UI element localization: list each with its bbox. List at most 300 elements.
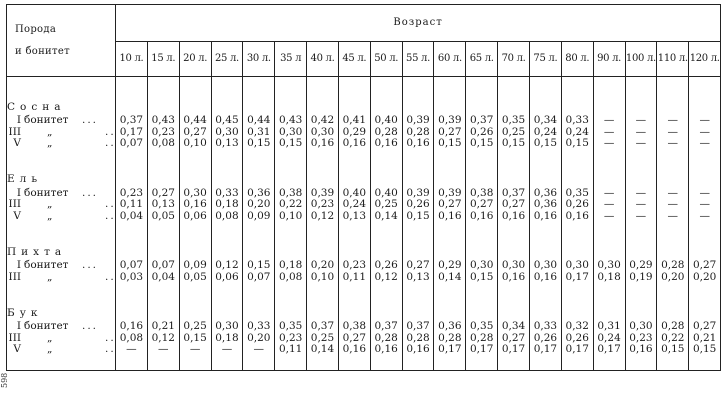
value: 0,24	[597, 331, 621, 344]
empty-cell	[657, 87, 689, 115]
value: 0,16	[310, 137, 335, 149]
empty-cell	[625, 232, 657, 260]
value: —	[667, 209, 679, 222]
empty-cell	[370, 87, 402, 115]
spacer-cell	[402, 77, 434, 88]
spacer-cell	[307, 150, 339, 160]
spacer-cell	[561, 150, 593, 160]
value: 0,15	[278, 137, 303, 149]
value: 0,27	[470, 198, 494, 210]
value-cell	[625, 321, 657, 356]
value-cell	[561, 321, 593, 356]
value: 0,12	[151, 331, 175, 344]
value: 0,07	[119, 137, 144, 149]
value: —	[635, 198, 647, 210]
value: 0,43	[278, 114, 303, 126]
value: 0,07	[119, 259, 144, 271]
spacer-cell	[211, 150, 243, 160]
spacer-cell	[466, 283, 498, 293]
value-cell	[498, 188, 530, 223]
spacer-cell	[657, 283, 689, 293]
empty-cell	[434, 160, 466, 188]
value: 0,31	[597, 320, 621, 332]
age-header: 35 л	[275, 42, 307, 77]
value-cell	[402, 321, 434, 356]
value: 0,25	[501, 125, 526, 138]
value-cell	[147, 115, 179, 150]
grade-number: I	[16, 114, 21, 126]
spacer-cell	[529, 150, 561, 160]
value-cell	[402, 188, 434, 223]
empty-cell	[116, 87, 148, 115]
value: 0,26	[533, 331, 558, 344]
spacer-cell	[307, 222, 339, 232]
value: —	[699, 114, 710, 126]
empty-cell	[338, 87, 370, 115]
spacer-cell	[211, 77, 243, 88]
age-header: 15 л.	[147, 42, 179, 77]
value: 0,17	[438, 343, 462, 355]
value: 0,33	[215, 186, 239, 199]
value: 0,43	[151, 114, 175, 126]
value: —	[667, 137, 679, 149]
spacer-cell	[7, 283, 116, 293]
grade-number: I	[16, 259, 21, 271]
closing-cell	[179, 366, 211, 371]
spacer-cell	[498, 150, 530, 160]
spacer-cell	[561, 222, 593, 232]
value-cell	[147, 260, 179, 283]
empty-cell	[402, 160, 434, 188]
spacer-cell	[116, 356, 148, 366]
grade-number: III	[8, 198, 21, 210]
value-cell	[529, 188, 561, 223]
value: 0,20	[247, 198, 271, 210]
value: 0,35	[565, 186, 589, 199]
grade-label	[7, 272, 115, 284]
value: 0,16	[629, 343, 653, 355]
value-cell	[147, 188, 179, 223]
value: —	[699, 186, 710, 199]
value-cell	[529, 115, 561, 150]
age-header: 65 л.	[466, 42, 498, 77]
closing-cell	[7, 366, 116, 371]
value: 0,15	[183, 331, 207, 344]
value: —	[699, 125, 710, 138]
spacer-cell	[498, 356, 530, 366]
value: 0,15	[247, 137, 271, 149]
spacer-cell	[625, 150, 657, 160]
species-name: Сосна	[7, 87, 116, 115]
grade-dots: ..	[105, 137, 116, 149]
value: 0,27	[692, 320, 717, 332]
spacer-cell	[402, 150, 434, 160]
value: 0,15	[247, 259, 271, 271]
value-cell	[625, 115, 657, 150]
value: 0,38	[278, 186, 303, 199]
grade-block	[7, 321, 721, 356]
value: —	[221, 343, 233, 355]
value: —	[635, 114, 647, 126]
table-header	[7, 5, 721, 77]
species-grade-header	[7, 5, 116, 77]
value: 0,16	[374, 343, 398, 355]
spacer-cell	[307, 356, 339, 366]
age-header: 40 л.	[307, 42, 339, 77]
age-header: 10 л.	[116, 42, 148, 77]
empty-cell	[243, 160, 275, 188]
value: 0,12	[310, 209, 335, 222]
empty-cell	[307, 232, 339, 260]
empty-cell	[466, 87, 498, 115]
value: 0,16	[501, 270, 526, 283]
value: 0,16	[406, 137, 430, 149]
value-cell	[466, 115, 498, 150]
value: 0,30	[278, 125, 303, 138]
page-number: 598	[0, 372, 9, 388]
empty-cell	[179, 293, 211, 321]
spacer-cell	[498, 77, 530, 88]
value: 0,20	[692, 270, 717, 283]
value: 0,27	[501, 198, 526, 210]
value-cell	[561, 260, 593, 283]
value: 0,30	[215, 125, 239, 138]
value: 0,26	[406, 198, 430, 210]
spacer-cell	[370, 222, 402, 232]
age-header: 30 л.	[243, 42, 275, 77]
value: 0,05	[151, 209, 175, 222]
header-line-2: и бонитет	[15, 45, 70, 57]
value: 0,09	[247, 209, 271, 222]
empty-cell	[147, 160, 179, 188]
spacer-cell	[243, 77, 275, 88]
spacer-cell	[593, 283, 625, 293]
value: 0,40	[374, 114, 398, 126]
empty-cell	[498, 232, 530, 260]
value: 0,11	[342, 270, 367, 283]
empty-cell	[689, 293, 721, 321]
value-cell	[116, 115, 148, 150]
closing-cell	[434, 366, 466, 371]
value: 0,16	[374, 137, 398, 149]
value: 0,27	[406, 259, 430, 271]
age-header: 45 л.	[338, 42, 370, 77]
value: 0,26	[565, 198, 589, 210]
value: 0,15	[565, 137, 589, 149]
value: 0,27	[151, 186, 175, 199]
spacer-cell	[338, 77, 370, 88]
grade-dots: ...	[82, 320, 99, 332]
closing-cell	[625, 366, 657, 371]
spacer-cell	[275, 283, 307, 293]
value: 0,40	[342, 186, 367, 199]
value-cell	[275, 321, 307, 356]
value: 0,23	[629, 331, 653, 344]
value: 0,27	[501, 331, 526, 344]
value-cell	[561, 115, 593, 150]
grade-dots: ..	[105, 125, 116, 138]
value: 0,07	[247, 270, 271, 283]
age-header: 20 л.	[179, 42, 211, 77]
value-cell	[593, 188, 625, 223]
spacer-cell	[116, 77, 148, 88]
value: 0,20	[247, 331, 271, 344]
value: 0,23	[278, 331, 303, 344]
value: 0,17	[501, 343, 526, 355]
value: 0,37	[119, 114, 144, 126]
value: 0,23	[119, 186, 144, 199]
value: 0,16	[533, 209, 558, 222]
value: 0,16	[438, 209, 462, 222]
closing-cell	[466, 366, 498, 371]
empty-cell	[370, 232, 402, 260]
value: 0,18	[597, 270, 621, 283]
spacer-cell	[7, 77, 116, 88]
grade-dots: ..	[105, 270, 116, 283]
spacer-cell	[466, 150, 498, 160]
value: 0,16	[119, 320, 144, 332]
empty-cell	[307, 160, 339, 188]
value: 0,06	[183, 209, 207, 222]
value: 0,39	[406, 114, 430, 126]
value: —	[603, 125, 615, 138]
value: 0,39	[438, 186, 462, 199]
value: 0,15	[501, 137, 526, 149]
spacer-cell	[593, 77, 625, 88]
grade-block	[7, 115, 721, 150]
spacer-cell	[434, 356, 466, 366]
spacer-cell	[307, 283, 339, 293]
value-cell	[179, 321, 211, 356]
value: —	[603, 137, 615, 149]
value: 0,23	[342, 259, 367, 271]
closing-cell	[147, 366, 179, 371]
closing-cell	[307, 366, 339, 371]
empty-cell	[529, 293, 561, 321]
value: 0,28	[661, 320, 685, 332]
value: 0,22	[278, 198, 303, 210]
spacer-cell	[434, 150, 466, 160]
growth-table	[6, 4, 721, 371]
value-cell	[179, 115, 211, 150]
spacer-cell	[243, 356, 275, 366]
spacer-cell	[338, 356, 370, 366]
grade-dots: ...	[82, 186, 99, 199]
spacer-cell	[593, 222, 625, 232]
spacer-cell	[243, 222, 275, 232]
spacer-cell	[7, 222, 116, 232]
empty-cell	[211, 293, 243, 321]
value-cell	[338, 115, 370, 150]
empty-cell	[561, 293, 593, 321]
value-cell	[466, 321, 498, 356]
value: 0,30	[215, 320, 239, 332]
value: 0,15	[661, 343, 685, 355]
value: —	[158, 343, 169, 355]
value: 0,15	[692, 343, 717, 355]
value-cell	[498, 321, 530, 356]
spacer-cell	[179, 77, 211, 88]
empty-cell	[179, 232, 211, 260]
spacer-cell	[402, 356, 434, 366]
value-cell	[338, 321, 370, 356]
value: 0,17	[533, 343, 558, 355]
value: 0,45	[215, 114, 239, 126]
value: 0,33	[247, 320, 271, 332]
grade-word: бонитет	[24, 114, 69, 126]
value-cell	[529, 260, 561, 283]
value-cell	[179, 188, 211, 223]
empty-cell	[625, 293, 657, 321]
value-cell	[370, 321, 402, 356]
value: 0,39	[406, 186, 430, 199]
value-cell	[243, 260, 275, 283]
closing-cell	[211, 366, 243, 371]
value: 0,15	[406, 209, 430, 222]
empty-cell	[307, 87, 339, 115]
spacer-cell	[338, 222, 370, 232]
value: 0,25	[374, 198, 398, 210]
value: 0,16	[501, 209, 526, 222]
age-header: 120 л.	[689, 42, 721, 77]
grade-label	[7, 188, 115, 200]
value: 0,20	[310, 259, 335, 271]
grade-number: III	[8, 125, 21, 138]
value: 0,37	[501, 186, 526, 199]
grade-number: V	[13, 137, 21, 149]
empty-cell	[307, 293, 339, 321]
grade-labels	[7, 321, 116, 356]
value: 0,18	[215, 198, 239, 210]
value: 0,39	[438, 114, 462, 126]
empty-cell	[529, 160, 561, 188]
spacer-cell	[561, 356, 593, 366]
value: 0,28	[406, 125, 430, 138]
spacer-cell	[211, 283, 243, 293]
empty-cell	[657, 160, 689, 188]
spacer-row	[7, 356, 721, 366]
value: —	[699, 209, 710, 222]
value-cell	[593, 321, 625, 356]
value-cell	[275, 188, 307, 223]
value: 0,14	[374, 209, 398, 222]
spacer-cell	[625, 222, 657, 232]
value: 0,13	[215, 137, 239, 149]
spacer-cell	[657, 222, 689, 232]
empty-cell	[402, 293, 434, 321]
value: 0,38	[470, 186, 494, 199]
value: 0,36	[533, 186, 558, 199]
value: 0,10	[310, 270, 335, 283]
empty-cell	[211, 232, 243, 260]
value: 0,39	[310, 186, 335, 199]
closing-cell	[561, 366, 593, 371]
value: 0,28	[406, 331, 430, 344]
empty-cell	[434, 87, 466, 115]
species-row	[7, 160, 721, 188]
value-cell	[179, 260, 211, 283]
grade-word: „	[47, 270, 53, 283]
empty-cell	[338, 293, 370, 321]
spacer-cell	[689, 283, 721, 293]
value-cell	[370, 188, 402, 223]
grade-label	[7, 333, 115, 345]
empty-cell	[147, 87, 179, 115]
empty-cell	[498, 160, 530, 188]
closing-cell	[370, 366, 402, 371]
spacer-cell	[179, 150, 211, 160]
value: 0,16	[565, 209, 589, 222]
grade-word: бонитет	[24, 259, 69, 271]
value: —	[635, 137, 647, 149]
value-cell	[689, 115, 721, 150]
value: 0,08	[278, 270, 303, 283]
value: 0,36	[247, 186, 271, 199]
value: 0,44	[183, 114, 207, 126]
value-cell	[434, 188, 466, 223]
value: —	[253, 343, 265, 355]
empty-cell	[243, 293, 275, 321]
age-header: 25 л.	[211, 42, 243, 77]
value: 0,41	[342, 114, 367, 126]
empty-cell	[370, 293, 402, 321]
value: 0,27	[342, 331, 367, 344]
spacer-cell	[593, 356, 625, 366]
empty-cell	[211, 87, 243, 115]
value: 0,12	[374, 270, 398, 283]
empty-cell	[275, 293, 307, 321]
value: 0,16	[342, 137, 367, 149]
value: 0,27	[438, 125, 462, 138]
grade-number: I	[16, 186, 21, 199]
value: 0,35	[470, 320, 494, 332]
empty-cell	[211, 160, 243, 188]
spacer-cell	[243, 150, 275, 160]
empty-cell	[116, 232, 148, 260]
value: 0,33	[565, 114, 589, 126]
value: 0,04	[151, 270, 175, 283]
species-name: Ель	[7, 160, 116, 188]
spacer-row	[7, 222, 721, 232]
value: 0,27	[438, 198, 462, 210]
value-cell	[211, 188, 243, 223]
value: —	[635, 125, 647, 138]
value-cell	[243, 188, 275, 223]
value: 0,11	[119, 198, 144, 210]
value: 0,24	[342, 198, 367, 210]
closing-row	[7, 366, 721, 371]
value-cell	[116, 260, 148, 283]
value: 0,30	[183, 186, 207, 199]
spacer-cell	[625, 77, 657, 88]
value: 0,37	[374, 320, 398, 332]
value-cell	[243, 321, 275, 356]
spacer-cell	[689, 356, 721, 366]
spacer-cell	[689, 222, 721, 232]
value: 0,16	[342, 343, 367, 355]
spacer-cell	[625, 283, 657, 293]
grade-label	[7, 260, 115, 272]
age-header: 50 л.	[370, 42, 402, 77]
empty-cell	[466, 160, 498, 188]
grade-label	[7, 127, 115, 139]
value: 0,33	[533, 320, 558, 332]
age-header: 75 л.	[529, 42, 561, 77]
grade-dots: ...	[82, 114, 99, 126]
empty-cell	[243, 87, 275, 115]
value: 0,30	[629, 320, 653, 332]
empty-cell	[370, 160, 402, 188]
